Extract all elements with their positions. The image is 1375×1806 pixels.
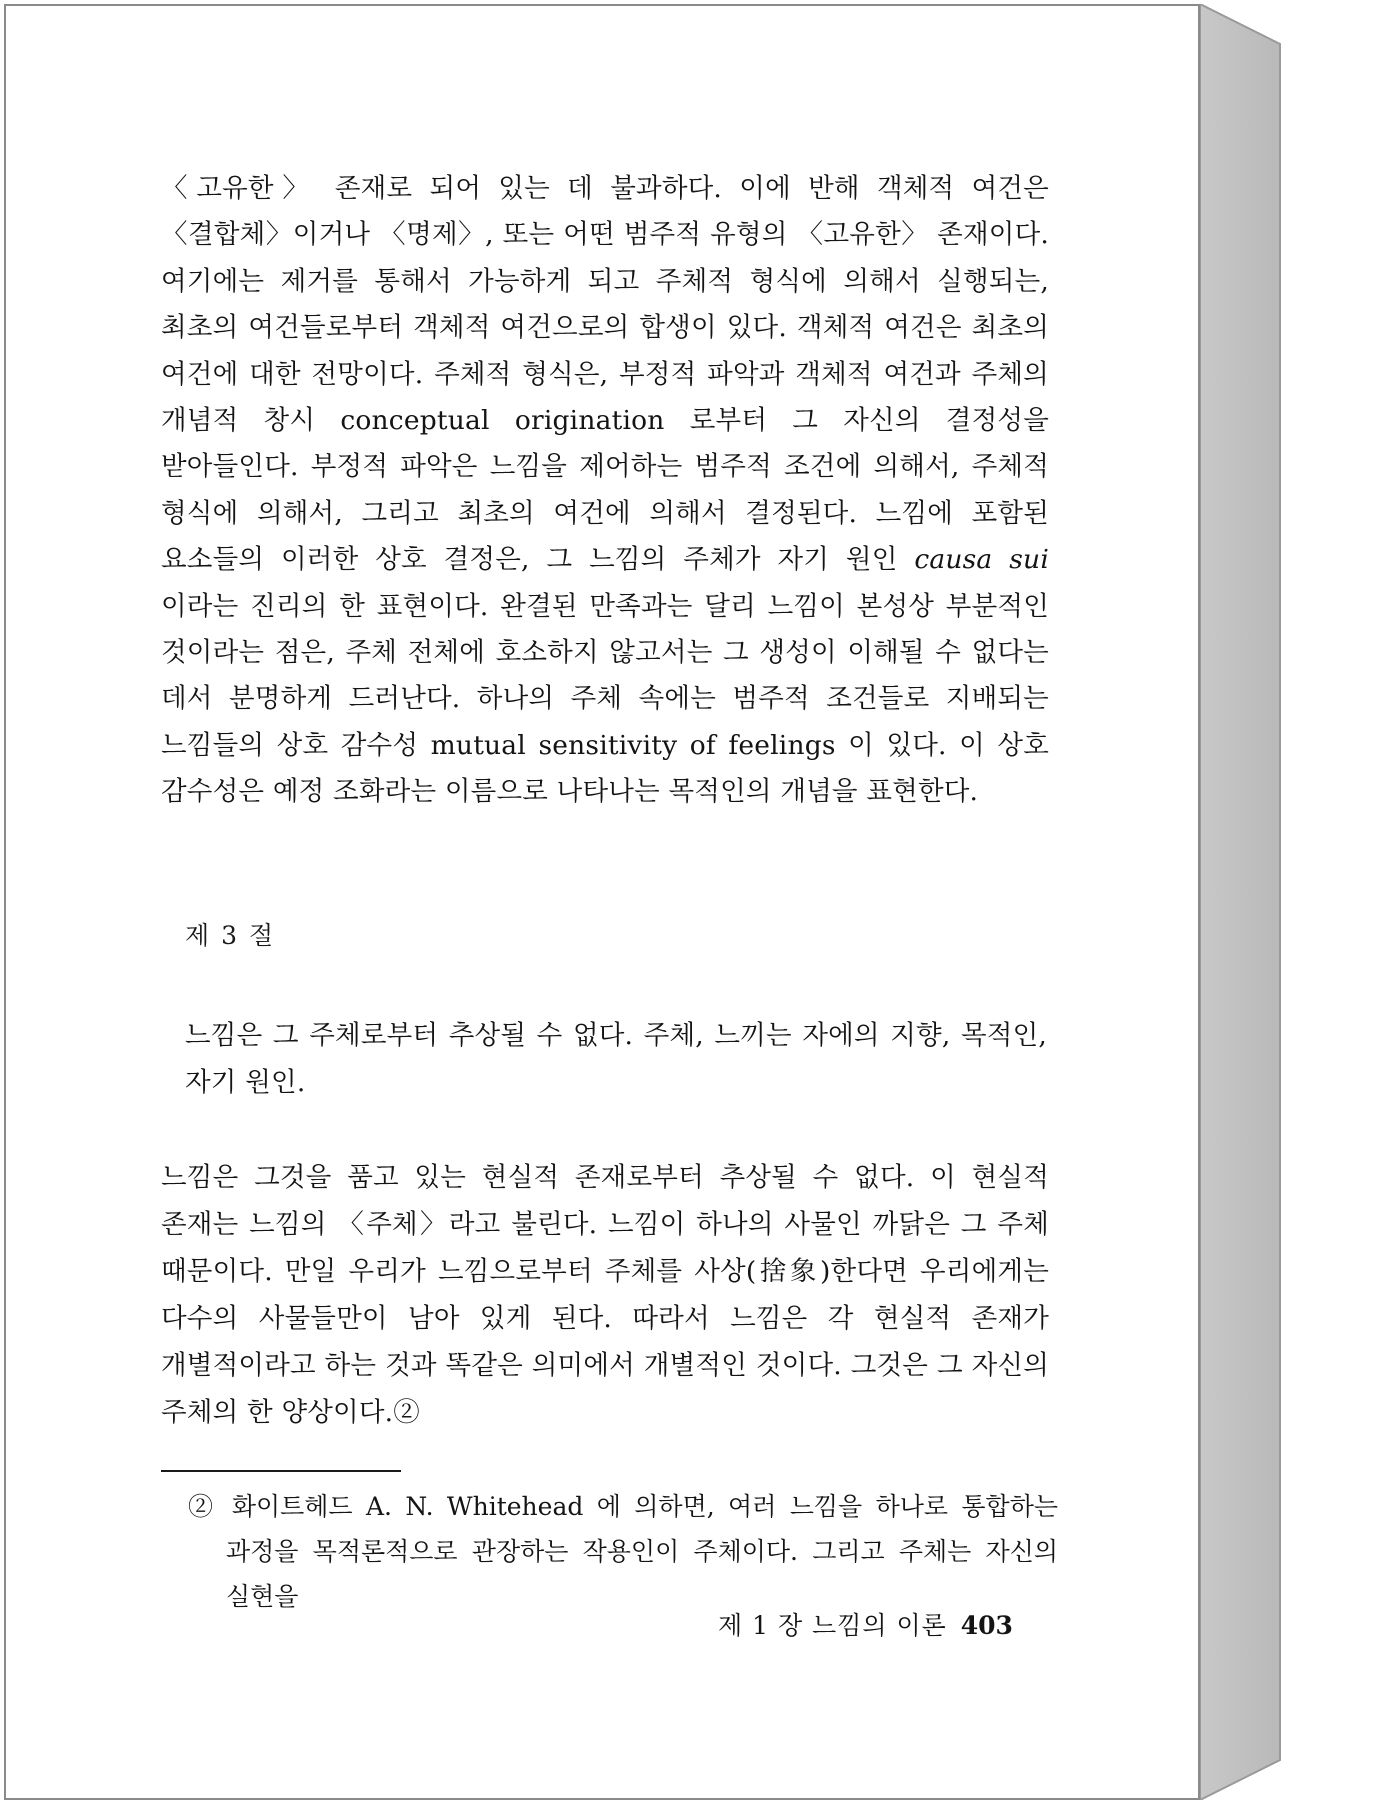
- paragraph-1-text-b: 이라는 진리의 한 표현이다. 완결된 만족과는 달리 느낌이 본성상 부분적인 것이라는 점은, 주체 전체에 호소하지 않고서는 그 생성이 이해될 수 없다는 데서 분명하게 드러난다. 하나의 주체 속에는 범주적 조건들로 지배되는 느낌들의 상호 감수성 mutual sensitivity of feelings 이 있다. 이 상호 감수성은 예정 조화라는 이름으로 나타나는 목적인의 개념을 표현한다.: [161, 590, 1049, 808]
- section-heading: 제 3 절: [185, 921, 276, 950]
- body-paragraph-3: 느낌은 그것을 품고 있는 현실적 존재로부터 추상될 수 없다. 이 현실적 존재는 느낌의 〈주체〉라고 불린다. 느낌이 하나의 사물인 까닭은 그 주체 때문이다. 만일 우리가 느낌으로부터 주체를 사상(捨象)한다면 우리에게는 다수의 사물들만이 남아 있게 된다. 따라서 느낌은 각 현실적 존재가 개별적이라고 하는 것과 똑같은 의미에서 개별적인 것이다. 그것은 그 자신의 주체의 한 양상이다.②: [161, 1162, 1049, 1428]
- footer-chapter-title: 제 1 장 느낌의 이론: [718, 1611, 947, 1640]
- footnote-divider: [161, 1470, 401, 1472]
- body-paragraph-1: [161, 166, 1049, 816]
- page-edge-shadow: [1200, 4, 1285, 1800]
- paragraph-1-text-a: 〈고유한〉 존재로 되어 있는 데 불과하다. 이에 반해 객체적 여건은 〈결합체〉이거나 〈명제〉, 또는 어떤 범주적 유형의 〈고유한〉 존재이다. 여기에는 제거를 통해서 가능하게 되고 주체적 형식에 의해서 실행되는, 최초의 여건들로부터 객체적 여건으로의 합생이 있다. 객체적 여건은 최초의 여건에 대한 전망이다. 주체적 형식은, 부정적 파악과 객체적 여건과 주체의 개념적 창시 conceptual origination 로부터 그 자신의 결정성을 받아들인다. 부정적 파악은 느낌을 제어하는 범주적 조건에 의해서, 주체적 형식에 의해서, 그리고 최초의 여건에 의해서 결정된다. 느낌에 포함된 요소들의 이러한 상호 결정은, 그 느낌의 주체가 자기 원인: [161, 173, 1049, 576]
- body-paragraph-2: 느낌은 그 주체로부터 추상될 수 없다. 주체, 느끼는 자에의 지향, 목적인, 자기 원인.: [185, 1020, 1047, 1098]
- paragraph-1-italic-term: causa sui: [914, 544, 1049, 576]
- footnote: ② 화이트헤드 A. N. Whitehead 에 의하면, 여러 느낌을 하나로 통합하는 과정을 목적론적으로 관장하는 작용인이 주체이다. 그리고 주체는 자신의 실현을: [188, 1492, 1058, 1611]
- page-number: 403: [960, 1611, 1013, 1640]
- running-footer: [718, 1606, 1028, 1642]
